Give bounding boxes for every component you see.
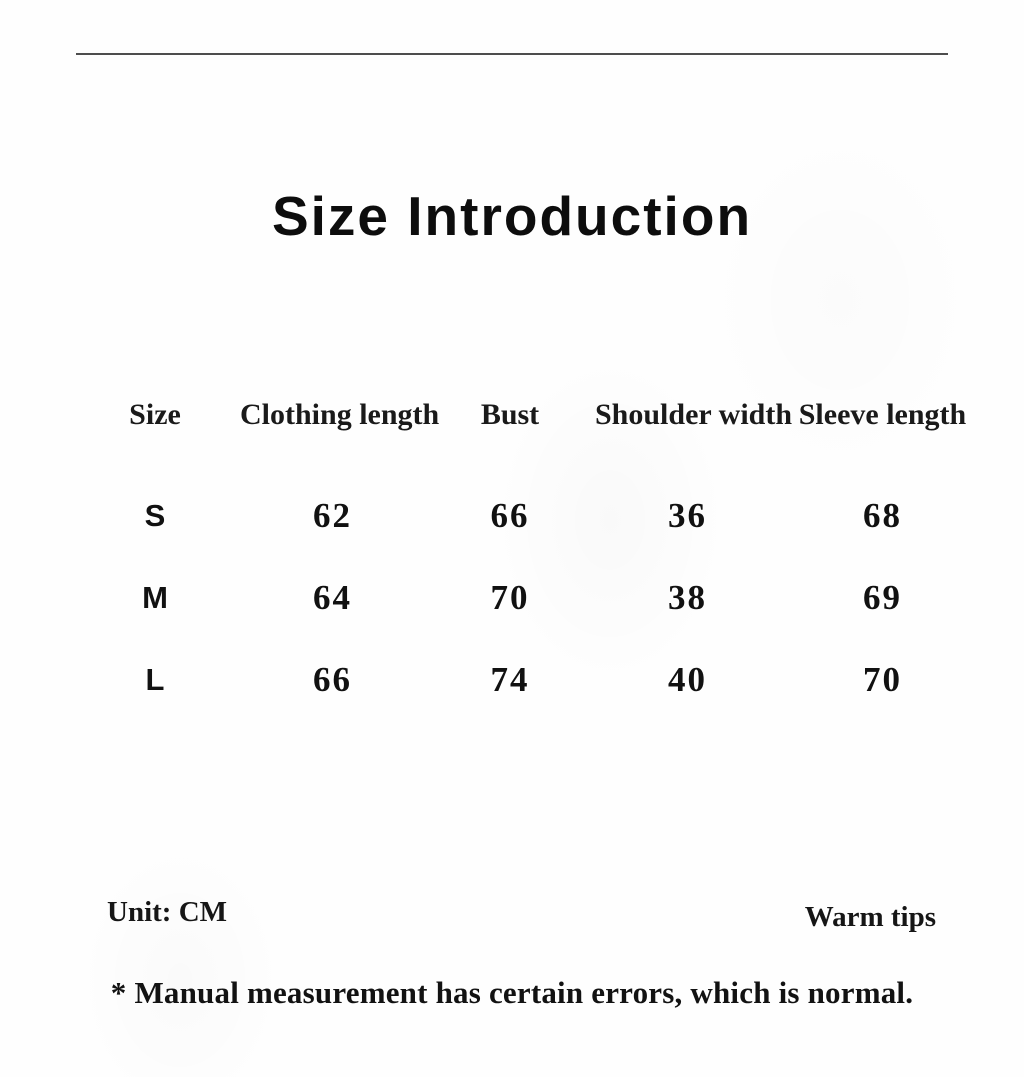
size-label: M — [142, 580, 168, 615]
size-label: S — [144, 498, 166, 533]
clothing-length-value: 62 — [313, 496, 352, 535]
column-header-shoulder-width: Shoulder width — [595, 398, 793, 431]
clothing-length-value: 64 — [313, 578, 352, 617]
bust-value: 74 — [490, 660, 530, 699]
shoulder-width-value: 36 — [668, 496, 707, 535]
shoulder-width-value: 38 — [668, 578, 707, 617]
column-header-size: Size — [129, 398, 181, 431]
sleeve-length-value: 69 — [863, 578, 902, 617]
top-divider — [76, 53, 948, 55]
unit-label: Unit: CM — [107, 896, 228, 928]
sleeve-length-value: 70 — [863, 660, 902, 699]
clothing-length-value: 66 — [313, 660, 352, 699]
bust-value: 70 — [490, 578, 530, 617]
column-header-bust: Bust — [480, 398, 540, 431]
shoulder-width-value: 40 — [668, 660, 707, 699]
column-header-clothing-length: Clothing length — [240, 398, 440, 431]
table-row-m — [70, 578, 985, 618]
table-row-l — [70, 660, 985, 700]
bust-value: 66 — [490, 496, 530, 535]
table-row-s — [70, 496, 985, 536]
warm-tips-label: Warm tips — [804, 901, 936, 933]
size-label: L — [145, 662, 165, 697]
sleeve-length-value: 68 — [863, 496, 902, 535]
measurement-note: * Manual measurement has certain errors, which is normal. — [110, 975, 914, 1010]
page-title: Size Introduction — [271, 185, 753, 247]
column-header-sleeve-length: Sleeve length — [798, 398, 967, 431]
size-table-header — [70, 398, 985, 432]
